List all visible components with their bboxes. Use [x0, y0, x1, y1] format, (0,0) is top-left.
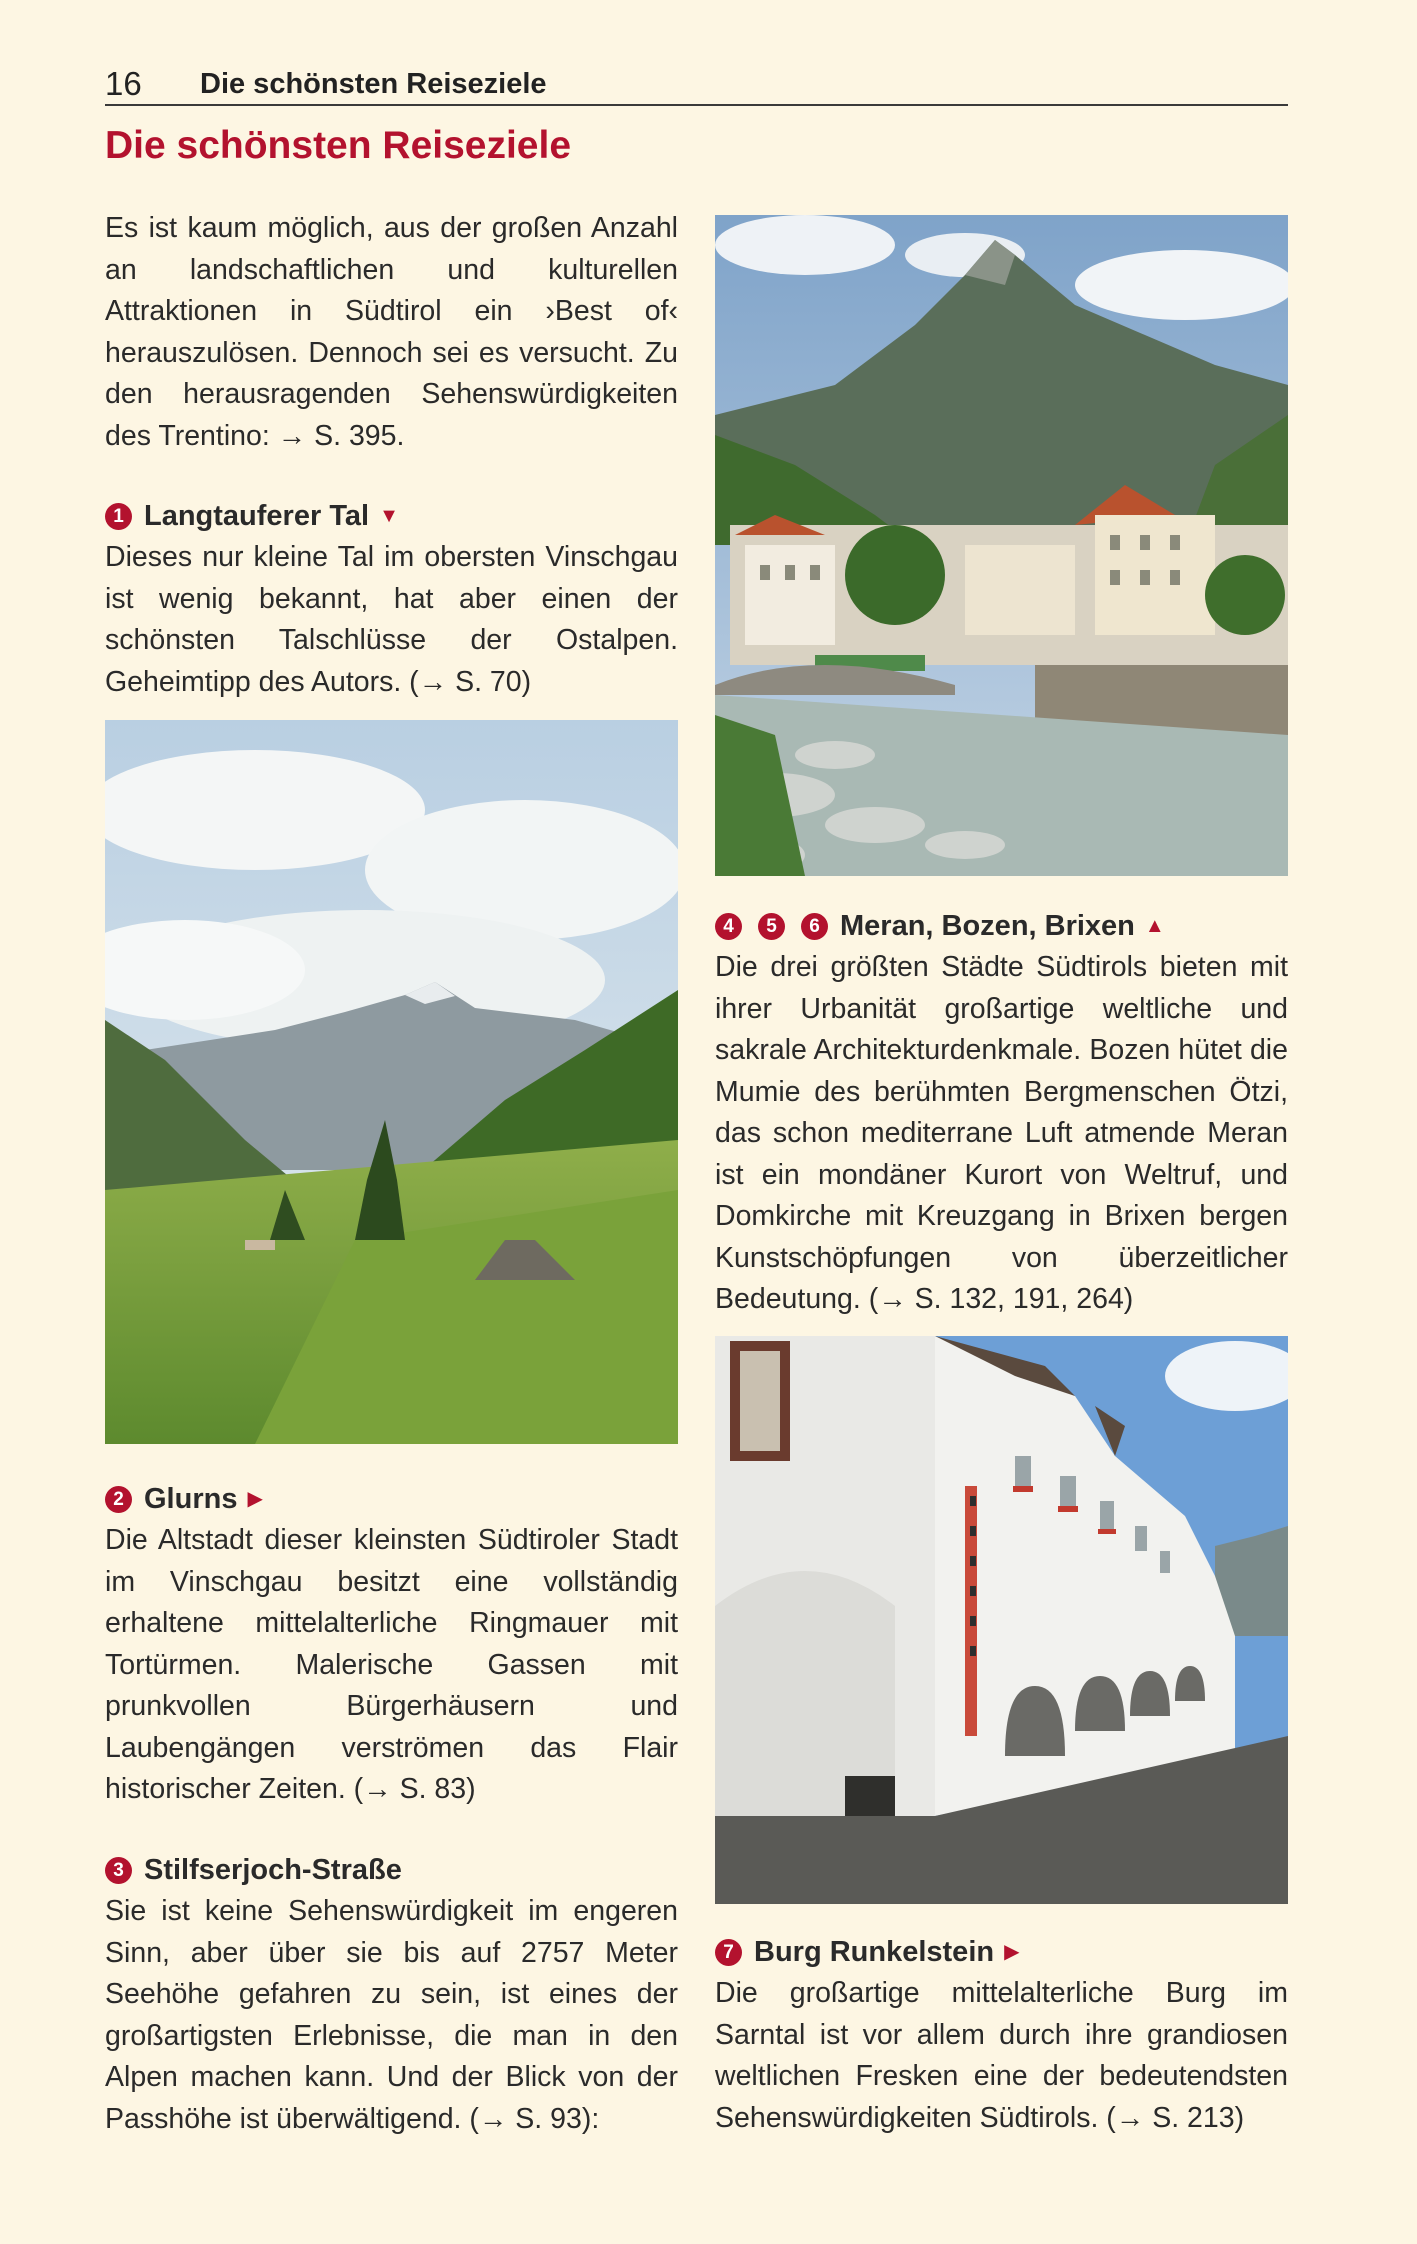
entry-text: Die drei größten Städte Südtirols bieten mit ihrer Urbanität großartige weltliche und sakrale Architekturdenkmale. Bozen hütet die Mumie des berühmten Bergmenschen Ötzi, das schon mediterrane Luft atmende Meran ist ein mondäner Kurort von Weltruf, und Domkirche mit Kreuzgang in Brixen bergen Kunstschöpfungen von überzeitlicher Bedeutung. (→ S. 132, 191, 264) [715, 951, 1288, 1315]
entry-title: Stilfserjoch-Straße [144, 1854, 402, 1886]
entry-title: Langtauferer Tal [144, 500, 370, 532]
number-badge: 7 [715, 1939, 742, 1966]
photo-meran [715, 215, 1288, 876]
intro-block [105, 208, 678, 457]
running-title: Die schönsten Reiseziele [200, 68, 547, 100]
triangle-right-icon: ▶ [1004, 1941, 1020, 1963]
triangle-down-icon: ▼ [379, 505, 399, 527]
entry-glurns [105, 1479, 678, 1811]
photo-glurns-arcades [715, 1336, 1288, 1904]
entry-burg-runkelstein [715, 1932, 1288, 2139]
entry-heading [715, 906, 1288, 947]
number-badge: 2 [105, 1486, 132, 1513]
number-badge: 5 [758, 913, 785, 940]
number-badge: 4 [715, 913, 742, 940]
entry-text: Die großartige mittelalterliche Burg im Sarntal ist vor allem durch ihre grandiosen weltlichen Fresken eine der bedeutendsten Sehenswürdigkeiten Südtirols. (→ S. 213) [715, 1977, 1288, 2134]
page-title: Die schönsten Reiseziele [105, 124, 572, 167]
entry-langtauferer-tal [105, 496, 678, 703]
entry-heading [105, 1850, 678, 1891]
entry-title: Glurns [144, 1483, 238, 1515]
entry-heading [105, 496, 678, 537]
page-number: 16 [105, 65, 142, 102]
triangle-right-icon: ▶ [247, 1488, 263, 1510]
number-badge: 6 [801, 913, 828, 940]
intro-text: Es ist kaum möglich, aus der großen Anzahl an landschaftlichen und kulturellen Attraktionen in Südtirol ein ›Best of‹ herauszulösen. Dennoch sei es versucht. Zu den herausragenden Sehenswürdigkeiten des Trentino: → S. 395. [105, 212, 678, 452]
number-badge: 1 [105, 503, 132, 530]
entry-text: Sie ist keine Sehenswürdigkeit im engeren Sinn, aber über sie bis auf 2757 Meter Seehöhe gefahren zu sein, ist eines der großartigsten Erlebnisse, die man in den Alpen machen kann. Und der Blick von der Passhöhe ist überwältigend. (→ S. 93): [105, 1895, 678, 2135]
entry-text: Die Altstadt dieser kleinsten Südtiroler Stadt im Vinschgau besitzt eine vollständig erhaltene mittelalterliche Ringmauer mit Tortürmen. Malerische Gassen mit prunkvollen Bürgerhäusern und Laubengängen verströmen das Flair historischer Zeiten. (→ S. 83) [105, 1524, 678, 1805]
photo-langtauferer-tal [105, 720, 678, 1444]
number-badge: 3 [105, 1857, 132, 1884]
entry-title: Meran, Bozen, Brixen [840, 910, 1135, 942]
entry-heading [715, 1932, 1288, 1973]
entry-heading [105, 1479, 678, 1520]
entry-text: Dieses nur kleine Tal im obersten Vinschgau ist wenig bekannt, hat aber einen der schönsten Talschlüsse der Ostalpen. Geheimtipp des Autors. (→ S. 70) [105, 541, 678, 698]
running-header [105, 64, 1288, 106]
entry-stilfserjoch [105, 1850, 678, 2140]
triangle-up-icon: ▲ [1144, 915, 1165, 937]
entry-title: Burg Runkelstein [754, 1936, 995, 1968]
entry-meran-bozen-brixen [715, 906, 1288, 1321]
